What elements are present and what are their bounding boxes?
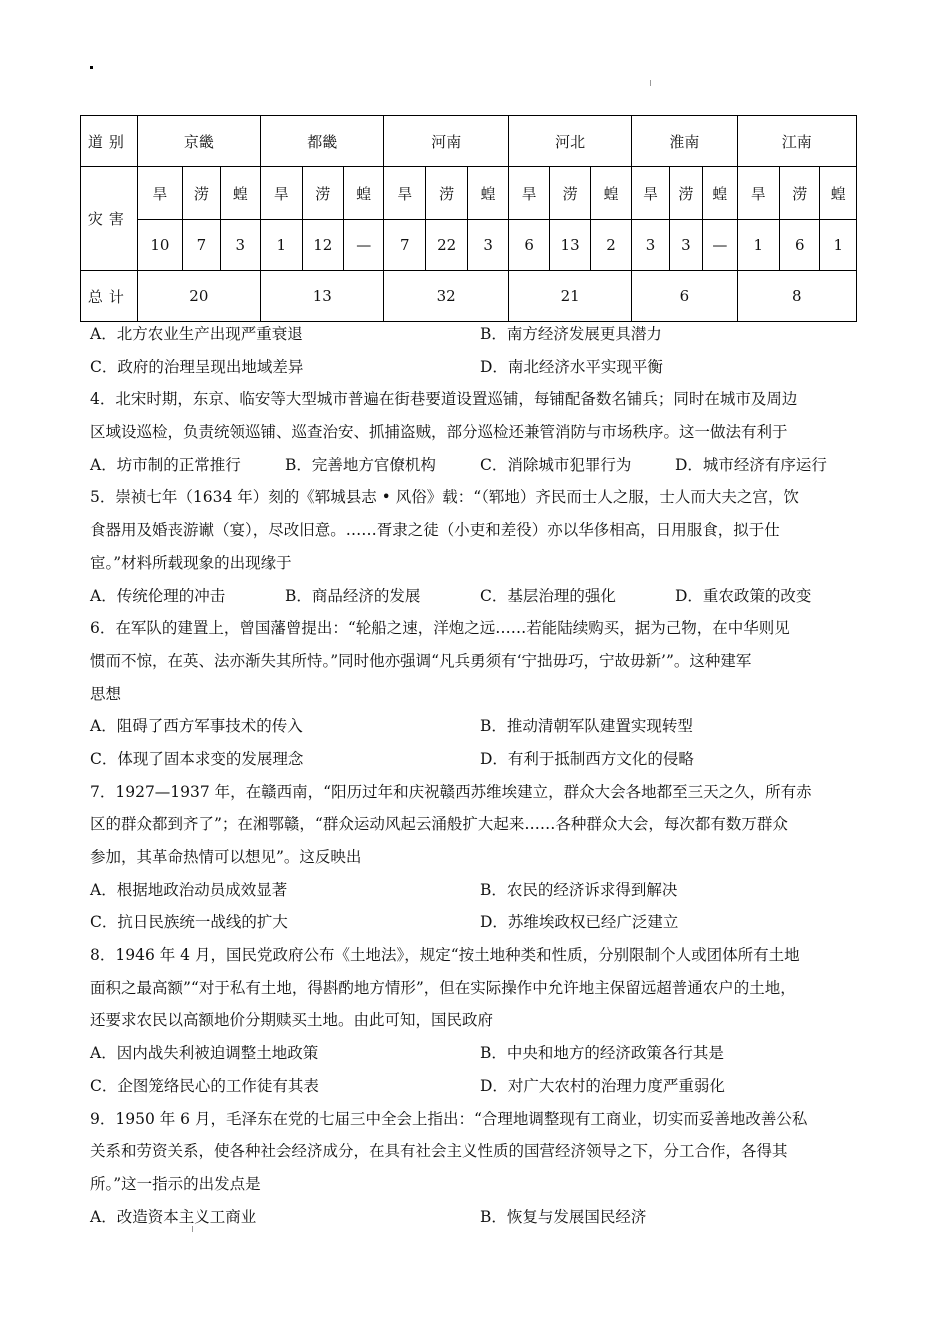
type-cell: 旱 — [508, 167, 549, 220]
type-cell: 蝗 — [468, 167, 508, 220]
option-item: B．农民的经济诉求得到解决 — [480, 880, 678, 899]
option-item: A．坊市制的正常推行 — [90, 455, 241, 474]
option-item: B．南方经济发展更具潜力 — [480, 325, 662, 343]
question-line: 食器用及婚丧游谳（宴），尽改旧意。……胥隶之徒（小吏和差役）亦以华侈相高，日用服食，拟于仕 — [90, 521, 780, 540]
count-cell: 2 — [590, 220, 632, 271]
option-item: A．根据地政治动员成效显著 — [90, 880, 288, 899]
count-cell: 6 — [780, 220, 820, 271]
option-item: B．完善地方官僚机构 — [285, 455, 436, 474]
count-cell: 6 — [508, 220, 549, 271]
region-cell: 河南 — [384, 116, 508, 167]
question-line: 所。”这一指示的出发点是 — [90, 1174, 261, 1193]
option-item: B．恢复与发展国民经济 — [480, 1207, 647, 1226]
option-item: B．推动清朝军队建置实现转型 — [480, 717, 693, 736]
option-row — [90, 710, 870, 743]
option-item: C．消除城市犯罪行为 — [480, 455, 632, 474]
question-line: 宦。”材料所载现象的出现缘于 — [90, 553, 292, 572]
question-line: 6．在军队的建置上，曾国藩曾提出：“轮船之速，洋炮之远……若能陆续购买，据为己物，在中华则见 — [90, 619, 790, 638]
type-cell: 蝗 — [820, 167, 857, 220]
count-cell: 3 — [468, 220, 508, 271]
type-cell: 蝗 — [590, 167, 632, 220]
count-cell: 1 — [737, 220, 779, 271]
option-row — [90, 906, 870, 939]
count-cell: 22 — [425, 220, 467, 271]
question-line: 思想 — [90, 684, 122, 703]
count-cell: 1 — [261, 220, 302, 271]
total-cell: 21 — [508, 271, 631, 322]
option-row — [90, 743, 870, 776]
option-item: D．对广大农村的治理力度严重弱化 — [480, 1076, 725, 1095]
question-line: 9．1950 年 6 月，毛泽东在党的七届三中全会上指出：“合理地调整现有工商业，切实而妥善地改善公私 — [90, 1109, 808, 1128]
option-item: A．阻碍了西方军事技术的传入 — [90, 717, 303, 736]
table-count-row — [81, 220, 857, 271]
total-label-cell: 总计 — [81, 271, 138, 322]
option-row — [90, 318, 870, 351]
option-item: A．北方农业生产出现严重衰退 — [90, 325, 303, 343]
count-cell: 13 — [550, 220, 590, 271]
option-row — [90, 580, 870, 613]
option-row — [90, 874, 870, 907]
type-cell: 涝 — [780, 167, 820, 220]
type-cell: 涝 — [302, 167, 343, 220]
table-type-row — [81, 167, 857, 220]
question-line: 还要求农民以高额地价分期赎买土地。由此可知，国民政府 — [90, 1011, 494, 1030]
option-item: A．传统伦理的冲击 — [90, 586, 226, 605]
option-item: D．南北经济水平实现平衡 — [480, 357, 663, 376]
count-cell: 12 — [302, 220, 343, 271]
option-item: A．因内战失利被迫调整土地政策 — [90, 1044, 319, 1063]
count-cell: — — [703, 220, 737, 271]
disaster-label-cell: 灾害 — [81, 167, 138, 271]
option-item: C．体现了固本求变的发展理念 — [90, 749, 304, 768]
count-cell: 3 — [220, 220, 260, 271]
question-line: 关系和劳资关系，使各种社会经济成分，在具有社会主义性质的国营经济领导之下，分工合作，各得其 — [90, 1142, 788, 1161]
type-cell: 涝 — [183, 167, 220, 220]
question-text — [90, 318, 870, 1233]
question-line: 面积之最高额”“对于私有土地，得斟酌地方情形”，但在实际操作中允许地主保留远超普通农户的土地， — [90, 978, 796, 997]
type-cell: 旱 — [632, 167, 669, 220]
total-cell: 32 — [384, 271, 508, 322]
option-item: B．商品经济的发展 — [285, 586, 421, 605]
type-cell: 涝 — [550, 167, 590, 220]
disaster-table — [80, 115, 857, 322]
total-cell: 20 — [137, 271, 260, 322]
type-cell: 旱 — [137, 167, 183, 220]
type-cell: 涝 — [669, 167, 702, 220]
option-row — [90, 449, 870, 482]
type-cell: 涝 — [425, 167, 467, 220]
page-mark — [90, 66, 93, 69]
total-cell: 8 — [737, 271, 856, 322]
option-item: C．抗日民族统一战线的扩大 — [90, 913, 288, 932]
table-header-row — [81, 116, 857, 167]
type-cell: 蝗 — [220, 167, 260, 220]
count-cell: 1 — [820, 220, 857, 271]
total-cell: 6 — [632, 271, 737, 322]
question-line: 区域设巡检，负责统领巡铺、巡查治安、抓捕盗贼，部分巡检还兼管消防与市场秩序。这一做法有利于 — [90, 423, 788, 442]
question-line: 区的群众都到齐了”；在湘鄂赣，“群众运动风起云涌般扩大起来……各种群众大会，每次都有数万群众 — [90, 815, 788, 834]
question-line: 4．北宋时期，东京、临安等大型城市普遍在街巷要道设置巡铺，每铺配备数名铺兵；同时在城市及周边 — [90, 390, 798, 409]
question-line: 参加，其革命热情可以想见”。这反映出 — [90, 848, 362, 866]
region-cell: 江南 — [737, 116, 856, 167]
question-line: 7．1927—1937 年，在赣西南，“阳历过年和庆祝赣西苏维埃建立，群众大会各地都至三天之久，所有赤 — [90, 782, 812, 801]
option-item: C．政府的治理呈现出地域差异 — [90, 357, 304, 376]
region-cell: 淮南 — [632, 116, 737, 167]
question-line: 5．崇祯七年（1634 年）刻的《郓城县志 • 风俗》载：“（郓地）齐民而士人之服，士人而大夫之宫，饮 — [90, 488, 799, 507]
count-cell: 7 — [183, 220, 220, 271]
option-item: C．基层治理的强化 — [480, 586, 616, 605]
row-header-cell: 道别 — [81, 116, 138, 167]
question-line: 8．1946 年 4 月，国民党政府公布《土地法》，规定“按土地种类和性质，分别限制个人或团体所有土地 — [90, 946, 800, 965]
count-cell: 3 — [669, 220, 702, 271]
option-item: C．企图笼络民心的工作徒有其表 — [90, 1076, 319, 1095]
type-cell: 旱 — [384, 167, 425, 220]
region-cell: 都畿 — [261, 116, 384, 167]
option-row — [90, 1037, 870, 1070]
total-cell: 13 — [261, 271, 384, 322]
option-item: A．改造资本主义工商业 — [90, 1207, 257, 1226]
option-row — [90, 1201, 870, 1234]
type-cell: 旱 — [737, 167, 779, 220]
option-item: D．城市经济有序运行 — [675, 455, 827, 474]
count-cell: 7 — [384, 220, 425, 271]
table-total-row — [81, 271, 857, 322]
count-cell: — — [344, 220, 384, 271]
type-cell: 蝗 — [344, 167, 384, 220]
count-cell: 10 — [137, 220, 183, 271]
option-item: B．中央和地方的经济政策各行其是 — [480, 1044, 724, 1063]
type-cell: 旱 — [261, 167, 302, 220]
region-cell: 京畿 — [137, 116, 260, 167]
option-item: D．有利于抵制西方文化的侵略 — [480, 749, 694, 768]
count-cell: 3 — [632, 220, 669, 271]
region-cell: 河北 — [508, 116, 631, 167]
type-cell: 蝗 — [703, 167, 737, 220]
option-row — [90, 1070, 870, 1103]
option-item: D．重农政策的改变 — [675, 586, 812, 605]
option-item: D．苏维埃政权已经广泛建立 — [480, 913, 679, 932]
page-tick — [650, 80, 651, 86]
question-line: 惯而不惊，在英、法亦渐失其所恃。”同时他亦强调“凡兵勇须有‘宁拙毋巧，宁故毋新’”。这种建军 — [90, 651, 752, 670]
option-row — [90, 351, 870, 384]
